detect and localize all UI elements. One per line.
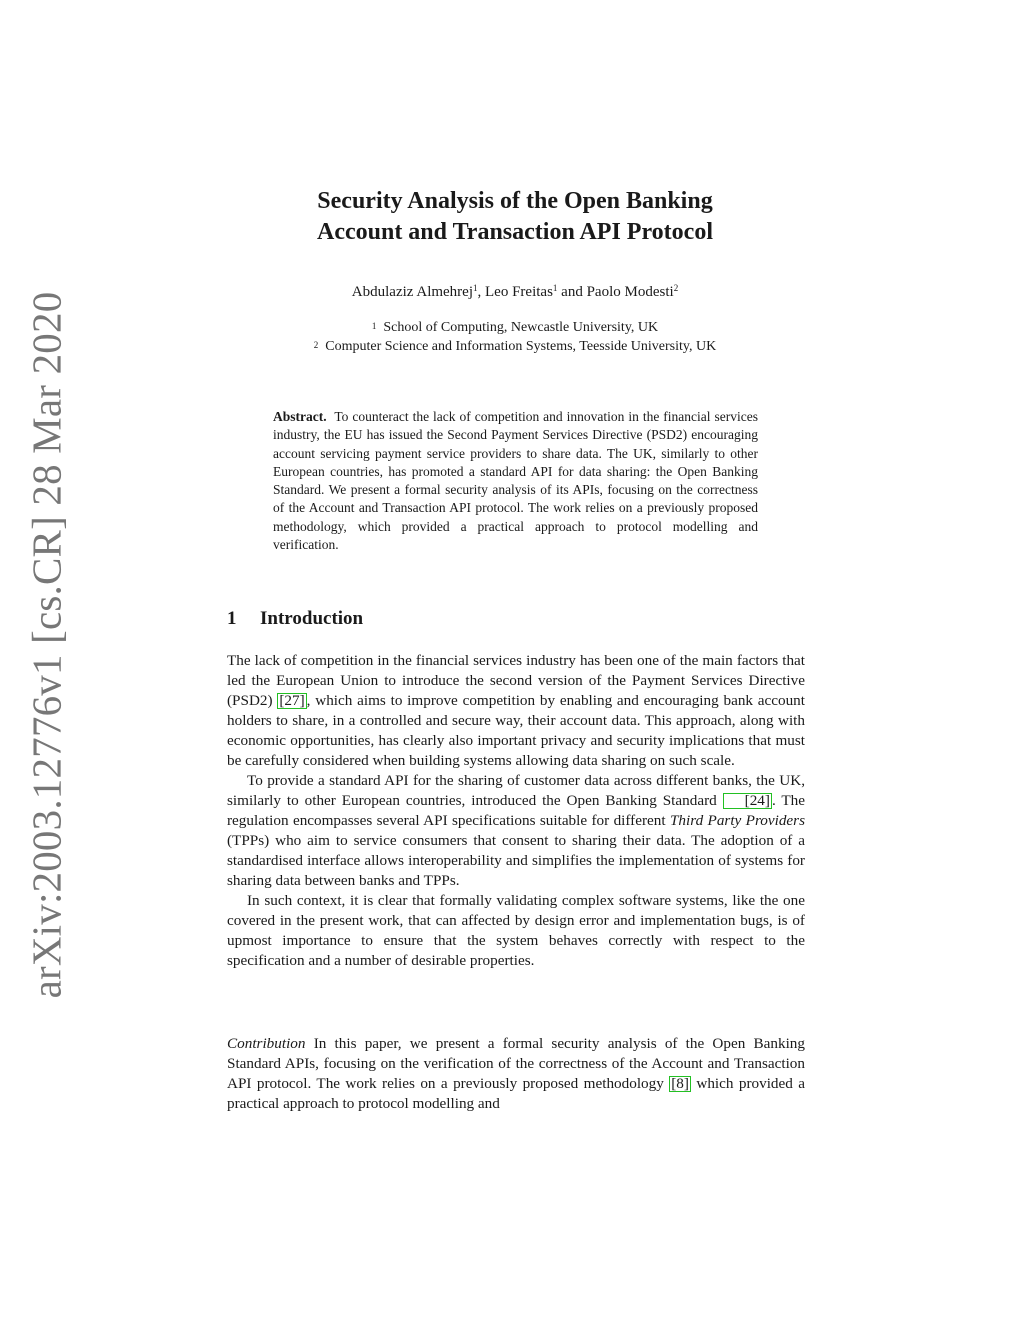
arxiv-identifier: arXiv:2003.12776v1 [cs.CR] 28 Mar 2020: [23, 291, 69, 999]
citation-link[interactable]: [24]: [723, 793, 772, 809]
affiliations: [228, 318, 802, 356]
author-name: Abdulaziz Almehrej: [351, 284, 474, 300]
author-affil-marker: 1: [473, 283, 478, 293]
author-list: [228, 284, 802, 301]
affiliation-line: [228, 337, 802, 356]
section-title: Introduction: [260, 608, 364, 629]
section-heading: [227, 608, 363, 630]
abstract: [273, 408, 758, 554]
paragraph-text: . The regulation encompasses several API specifications suitable for different: [227, 792, 805, 829]
section-number: 1: [227, 608, 237, 629]
paragraph-text: which provided a practical approach to protocol modelling and: [227, 1075, 806, 1112]
affiliation-marker: 1: [371, 321, 377, 331]
contribution-paragraph: [227, 1034, 805, 1114]
affiliation-text: Computer Science and Information Systems, Teesside University, UK: [325, 339, 717, 354]
title-line-1: Security Analysis of the Open Banking: [317, 188, 713, 214]
citation-link[interactable]: [27]: [279, 692, 305, 709]
paragraph-label: Contribution: [227, 1035, 306, 1052]
citation-link[interactable]: [8]: [671, 1075, 689, 1092]
affiliation-marker: 2: [313, 340, 319, 350]
introduction-body: [227, 651, 805, 971]
paragraph: In such context, it is clear that formally validating complex software systems, like the one covered in the present work, that can affected by design error and implementation bugs, is of upmost importance to ensure that the system behaves correctly with respect to the specification and a number of desirable properties.: [227, 892, 805, 969]
paragraph-text: To provide a standard API for the sharing of customer data across different banks, the UK, similarly to other European countries, introduced the Open Banking Standard: [227, 772, 805, 809]
affiliation-line: [228, 318, 802, 337]
author-name: Leo Freitas: [485, 284, 553, 300]
paragraph-text: In this paper, we present a formal security analysis of the Open Banking Standard APIs, focusing on the verification of the correctness of the Account and Transaction API protocol. The work relies on a previously proposed methodology: [227, 1035, 805, 1092]
paragraph: [227, 651, 805, 771]
author-separator: ,: [477, 284, 486, 300]
paragraph: [227, 1034, 805, 1114]
abstract-text: To counteract the lack of competition and innovation in the financial services industry, the EU has issued the Second Payment Services Directive (PSD2) encouraging account servicing payment service providers to share data. The UK, similarly to other European countries, has promoted a standard API for data sharing: the Open Banking Standard. We present a formal security analysis of its APIs, focusing on the correctness of the Account and Transaction API protocol. The work relies on a previously proposed methodology, which provided a practical approach to protocol modelling and verification.: [273, 409, 758, 553]
affiliation-text: School of Computing, Newcastle University, UK: [383, 320, 659, 335]
paragraph-text: (TPPs) who aim to service consumers that consent to sharing their data. The adoption of a standardised interface allows interoperability and simplifies the implementation of systems for sharing data between banks and TPPs.: [227, 832, 805, 889]
title-line-2: Account and Transaction API Protocol: [316, 219, 713, 245]
paper-title: [228, 186, 802, 248]
author-affil-marker: 2: [673, 283, 679, 293]
arxiv-sidebar-stamp: [18, 291, 74, 999]
author-name: Paolo Modesti: [586, 284, 674, 300]
author-separator: and: [557, 284, 587, 300]
author-affil-marker: 1: [552, 283, 558, 293]
emphasis-text: Third Party Providers: [669, 812, 805, 829]
abstract-label: Abstract.: [273, 409, 327, 424]
paragraph-text: The lack of competition in the financial services industry has been one of the main factors that led the European Union to introduce the second version of the Payment Services Directive (PSD2): [227, 652, 805, 709]
paragraph-text: , which aims to improve competition by enabling and encouraging bank account holders to share, in a controlled and secure way, their account data. This approach, along with economic opportunities, has clearly also important privacy and security implications that must be carefully considered when building systems allowing data sharing on such scale.: [227, 692, 806, 769]
paragraph: [227, 771, 805, 891]
